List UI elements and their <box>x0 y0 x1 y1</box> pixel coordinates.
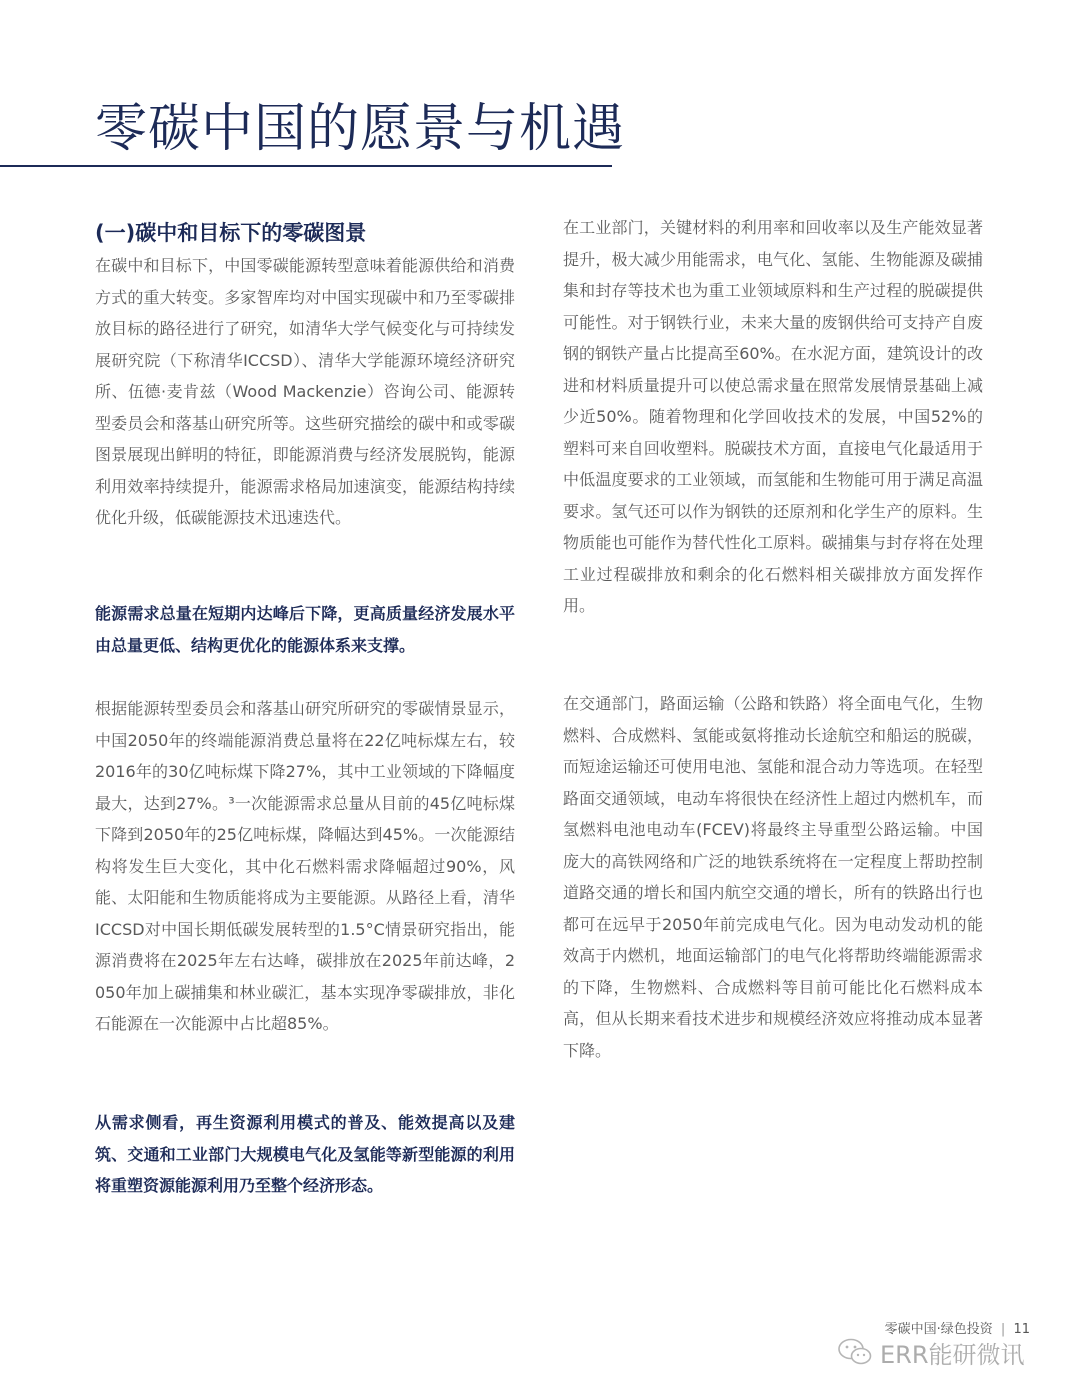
left-paragraph-2: 根据能源转型委员会和落基山研究所研究的零碳情景显示，中国2050年的终端能源消费总量将在22亿吨标煤左右，较2016年的30亿吨标煤下降27%，其中工业领域的下降幅度最大，达到27%。³一次能源需求总量从目前的45亿吨标煤下降到2050年的25亿吨标煤，降幅达到45%。一次能源结构将发生巨大变化，其中化石燃料需求降幅超过90%，风能、太阳能和生物质能将成为主要能源。从路径上看，清华ICCSD对中国长期低碳发展转型的1.5°C情景研究指出，能源消费将在2025年左右达峰，碳排放在2025年前达峰，2050年加上碳捕集和林业碳汇，基本实现净零碳排放，非化石能源在一次能源中占比超85%。 <box>95 699 515 1033</box>
page-title: 零碳中国的愿景与机遇 <box>95 99 626 159</box>
right-paragraph-1: 在工业部门，关键材料的利用率和回收率以及生产能效显著提升，极大减少用能需求，电气化、氢能、生物能源及碳捕集和封存等技术也为重工业领域原料和生产过程的脱碳提供可能性。对于钢铁行业，未来大量的废钢供给可支持产自废钢的钢铁产量占比提高至60%。在水泥方面，建筑设计的改进和材料质量提升可以使总需求量在照常发展情景基础上减少近50%。随着物理和化学回收技术的发展，中国52%的塑料可来自回收塑料。脱碳技术方面，直接电气化最适用于中低温度要求的工业领域，而氢能和生物能可用于满足高温要求。氢气还可以作为钢铁的还原剂和化学生产的原料。生物质能也可能作为替代性化工原料。碳捕集与封存将在处理工业过程碳排放和剩余的化石燃料相关碳排放方面发挥作用。 <box>563 218 983 615</box>
wechat-icon <box>838 1338 872 1366</box>
watermark-text: ERR能研微讯 <box>880 1340 1025 1369</box>
left-highlight-2: 从需求侧看，再生资源利用模式的普及、能效提高以及建筑、交通和工业部门大规模电气化及氢能等新型能源的利用将重塑资源能源利用乃至整个经济形态。 <box>95 1113 515 1195</box>
section-heading: (一)碳中和目标下的零碳图景 <box>95 221 367 245</box>
wechat-watermark <box>838 1335 1025 1369</box>
title-underline <box>0 165 612 167</box>
footer-separator: | <box>1000 1322 1006 1337</box>
left-paragraph-1: 在碳中和目标下，中国零碳能源转型意味着能源供给和消费方式的重大转变。多家智库均对中国实现碳中和乃至零碳排放目标的路径进行了研究，如清华大学气候变化与可持续发展研究院（下称清华ICCSD）、清华大学能源环境经济研究所、伍德·麦肯兹（Wood Mackenzie）咨询公司、能源转型委员会和落基山研究所等。这些研究描绘的碳中和或零碳图景展现出鲜明的特征，即能源消费与经济发展脱钩，能源利用效率持续提升，能源需求格局加速演变，能源结构持续优化升级，低碳能源技术迅速迭代。 <box>95 256 515 527</box>
right-paragraph-2: 在交通部门，路面运输（公路和铁路）将全面电气化，生物燃料、合成燃料、氢能或氨将推动长途航空和船运的脱碳，而短途运输还可使用电池、氢能和混合动力等选项。在轻型路面交通领域，电动车将很快在经济性上超过内燃机车，而氢燃料电池电动车(FCEV)将最终主导重型公路运输。中国庞大的高铁网络和广泛的地铁系统将在一定程度上帮助控制道路交通的增长和国内航空交通的增长，所有的铁路出行也都可在远早于2050年前完成电气化。因为电动发动机的能效高于内燃机，地面运输部门的电气化将帮助终端能源需求的下降，生物燃料、合成燃料等目前可能比化石燃料成本高，但从长期来看技术进步和规模经济效应将推动成本显著下降。 <box>563 694 983 1060</box>
footer-page-number: 11 <box>1013 1322 1030 1337</box>
footer-publication: 零碳中国·绿色投资 <box>884 1322 993 1337</box>
left-highlight-1: 能源需求总量在短期内达峰后下降，更高质量经济发展水平由总量更低、结构更优化的能源体系来支撑。 <box>95 604 515 655</box>
